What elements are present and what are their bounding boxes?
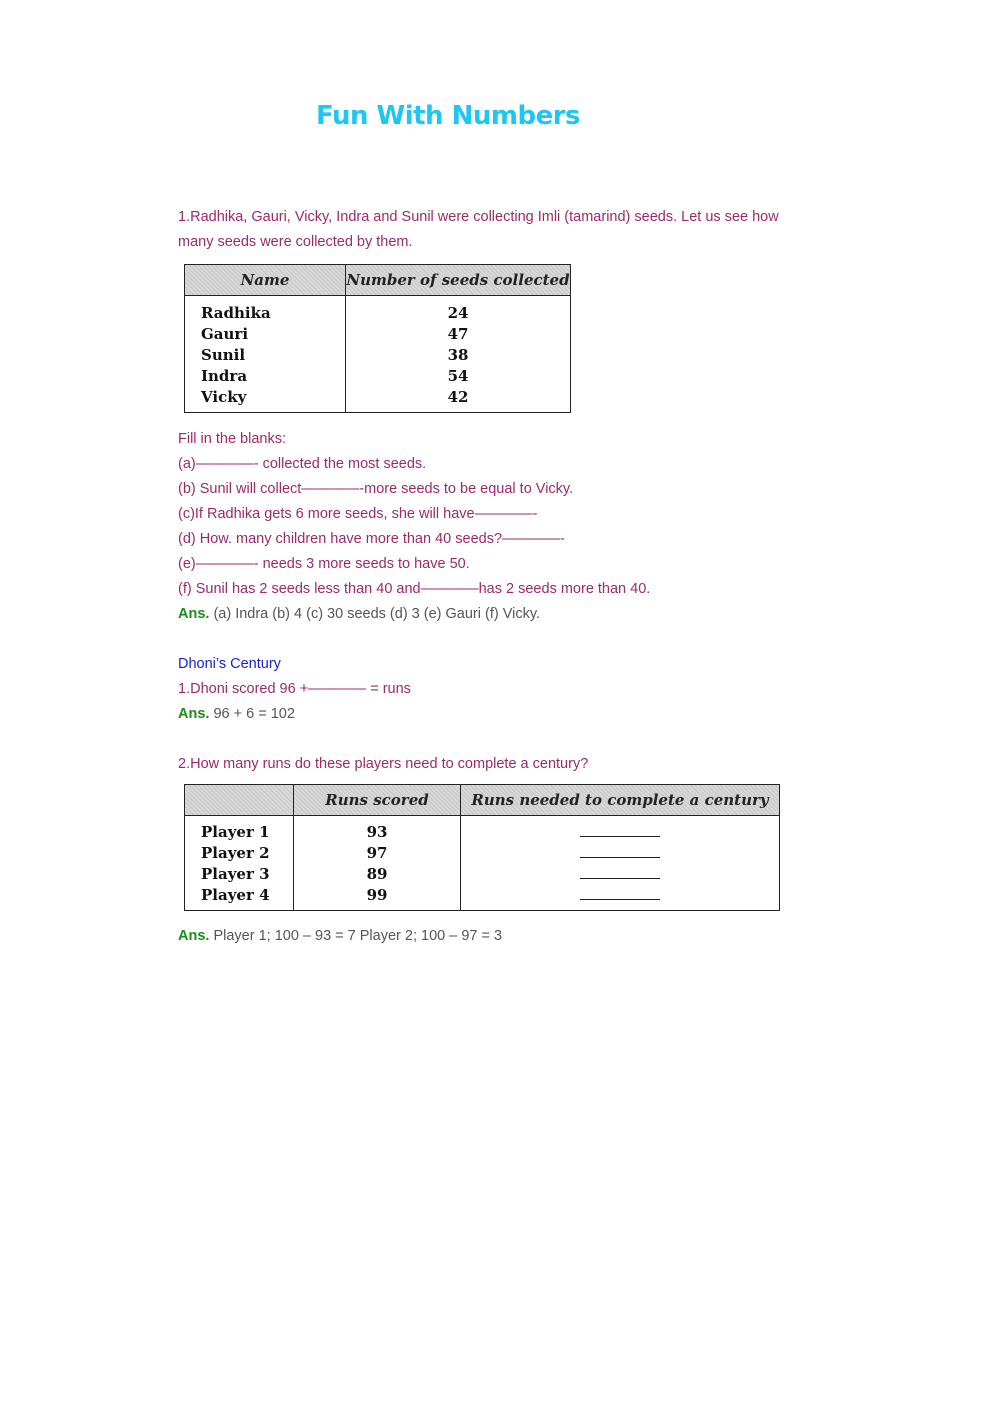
fill-blank-e: (e)————- needs 3 more seeds to have 50.	[178, 556, 470, 572]
answer-text: Player 1; 100 – 93 = 7 Player 2; 100 – 97 = 3	[209, 928, 503, 944]
answer-label: Ans.	[178, 706, 210, 722]
fill-blank-d: (d) How. many children have more than 40 seeds?————-	[178, 531, 565, 547]
blank-line	[580, 824, 660, 837]
table-row	[185, 884, 780, 911]
fill-blanks-answer	[178, 605, 540, 623]
seeds-table-header-name: Name	[185, 265, 346, 296]
runs-needed-blank	[461, 863, 780, 884]
answer-text: 96 + 6 = 102	[209, 706, 295, 722]
answer-label: Ans.	[178, 606, 210, 622]
question-1-line-2: many seeds were collected by them.	[178, 234, 413, 250]
runs-table-header-needed: Runs needed to complete a century	[461, 785, 780, 816]
child-name: Indra	[185, 365, 346, 386]
table-row	[185, 296, 571, 324]
seed-count: 54	[346, 365, 571, 386]
runs-needed-blank	[461, 842, 780, 863]
section-heading-dhoni: Dhoni’s Century	[178, 656, 281, 672]
fill-blank-b: (b) Sunil will collect————-more seeds to be equal to Vicky.	[178, 481, 574, 497]
player-name: Player 1	[185, 816, 294, 843]
table-row	[185, 323, 571, 344]
runs-needed-blank	[461, 816, 780, 843]
player-name: Player 3	[185, 863, 294, 884]
seeds-table	[184, 264, 571, 413]
fill-blanks-heading: Fill in the blanks:	[178, 431, 286, 447]
table-row	[185, 842, 780, 863]
dhoni-answer-2	[178, 927, 502, 945]
seeds-table-header-seeds: Number of seeds collected	[346, 265, 571, 296]
runs-scored: 99	[294, 884, 461, 911]
question-1-line-1: 1.Radhika, Gauri, Vicky, Indra and Sunil were collecting Imli (tamarind) seeds. Let us see how	[178, 209, 779, 225]
fill-blank-f: (f) Sunil has 2 seeds less than 40 and————has 2 seeds more than 40.	[178, 581, 651, 597]
player-name: Player 4	[185, 884, 294, 911]
blank-line	[580, 866, 660, 879]
seed-count: 38	[346, 344, 571, 365]
fill-blank-a: (a)————- collected the most seeds.	[178, 456, 427, 472]
table-row	[185, 365, 571, 386]
player-name: Player 2	[185, 842, 294, 863]
runs-table	[184, 784, 780, 911]
fill-blank-c: (c)If Radhika gets 6 more seeds, she will have————-	[178, 506, 538, 522]
dhoni-question-1: 1.Dhoni scored 96 +———— = runs	[178, 681, 411, 697]
table-row	[185, 863, 780, 884]
table-row	[185, 344, 571, 365]
runs-needed-blank	[461, 884, 780, 911]
table-row	[185, 386, 571, 413]
blank-line	[580, 887, 660, 900]
seed-count: 47	[346, 323, 571, 344]
runs-scored: 93	[294, 816, 461, 843]
dhoni-question-2: 2.How many runs do these players need to complete a century?	[178, 756, 589, 772]
child-name: Gauri	[185, 323, 346, 344]
answer-text: (a) Indra (b) 4 (c) 30 seeds (d) 3 (e) Gauri (f) Vicky.	[209, 606, 541, 622]
child-name: Radhika	[185, 296, 346, 324]
table-row	[185, 816, 780, 843]
runs-scored: 89	[294, 863, 461, 884]
seed-count: 42	[346, 386, 571, 413]
child-name: Sunil	[185, 344, 346, 365]
page-title: Fun With Numbers	[315, 101, 581, 131]
runs-table-header-runs: Runs scored	[294, 785, 461, 816]
blank-line	[580, 845, 660, 858]
runs-scored: 97	[294, 842, 461, 863]
seed-count: 24	[346, 296, 571, 324]
answer-label: Ans.	[178, 928, 210, 944]
dhoni-answer-1	[178, 705, 295, 723]
child-name: Vicky	[185, 386, 346, 413]
runs-table-header-player	[185, 785, 294, 816]
